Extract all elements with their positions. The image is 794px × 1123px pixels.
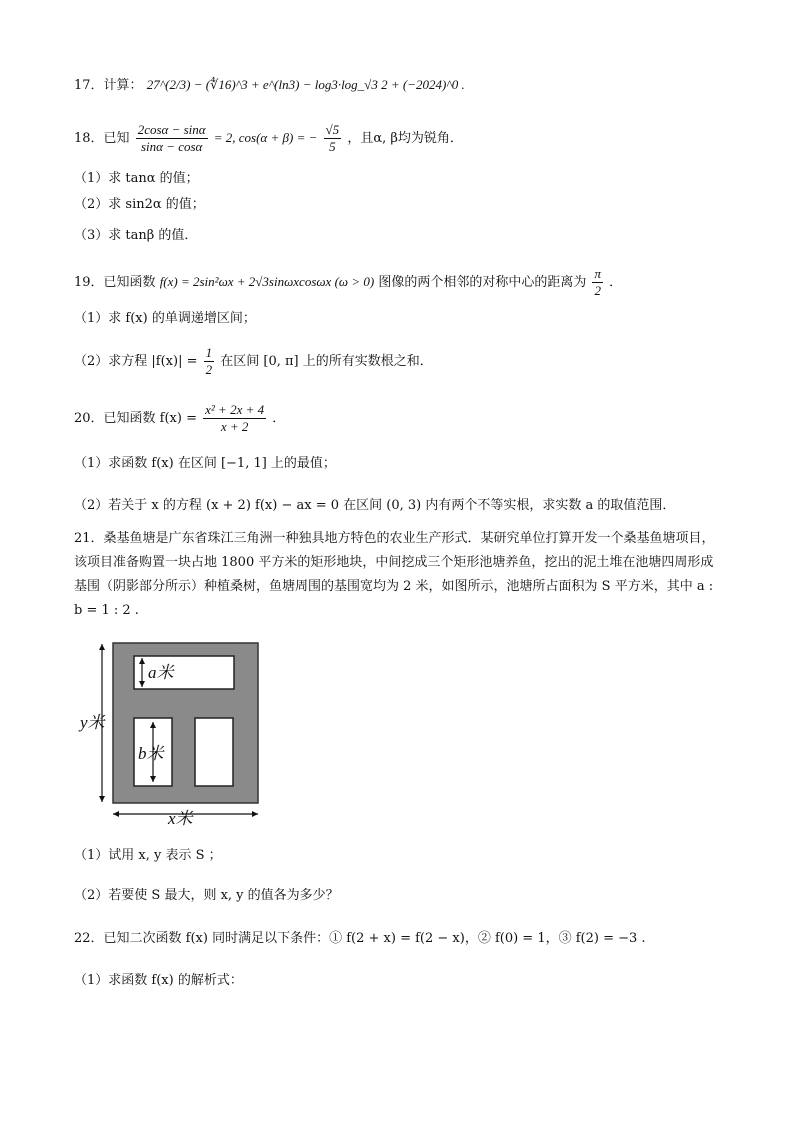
figure-y-arrowhead-bottom bbox=[99, 796, 105, 802]
q19-label: 19．已知函数 bbox=[74, 275, 156, 290]
q22-line: 22．已知二次函数 f(x) 同时满足以下条件：① f(2 + x) = f(2 − x)，② f(0) = 1，③ f(2) = −3 . bbox=[74, 931, 646, 946]
q19-frac-denominator: 2 bbox=[594, 283, 601, 298]
q18-fraction-2 bbox=[324, 122, 342, 155]
q20-frac-numerator: x² + 2x + 4 bbox=[205, 402, 265, 417]
q18-tail: ，且α, β均为锐角． bbox=[347, 131, 463, 146]
q19-fraction bbox=[592, 266, 603, 299]
q21-text: 21．桑基鱼塘是广东省珠江三角洲一种独具地方特色的农业生产形式．某研究单位打算开发一个桑基鱼塘项目，该项目准备购置一块占地 1800 平方米的矩形地块，中间挖成三个矩形池塘养鱼，挖出的泥土堆在池塘四周形成基围（阴影部分所示）种植桑树，鱼塘周围的基围宽均为 2 米，如图所示，池塘所占面积为 S 平方米，其中 a : b = 1 : 2 . bbox=[74, 531, 715, 618]
q20-label: 20．已知函数 f(x) = bbox=[74, 411, 197, 426]
q20-part1: （1）求函数 f(x) 在区间 [−1, 1] 上的最值； bbox=[74, 456, 336, 471]
figure-label-y: y米 bbox=[80, 713, 105, 732]
q19-part2-b: 在区间 [0, π] 上的所有实数根之和． bbox=[220, 354, 433, 369]
figure-label-a: a米 bbox=[148, 663, 174, 682]
q18-frac-denominator: sinα − cosα bbox=[140, 139, 203, 154]
q19-end: ． bbox=[609, 275, 623, 290]
q21-part2: （2）若要使 S 最大，则 x, y 的值各为多少？ bbox=[74, 888, 339, 903]
q22-part1: （1）求函数 f(x) 的解析式： bbox=[74, 973, 243, 988]
figure-label-x: x米 bbox=[168, 809, 193, 828]
q17-line bbox=[74, 76, 465, 95]
q21-figure bbox=[76, 638, 266, 828]
q18-frac2-numerator: √5 bbox=[325, 122, 340, 137]
figure-x-arrowhead-left bbox=[113, 811, 119, 817]
q19-line bbox=[74, 266, 622, 299]
q18-fraction bbox=[136, 122, 208, 155]
q19-part1: （1）求 f(x) 的单调递增区间； bbox=[74, 311, 256, 326]
q19-frac-numerator: π bbox=[594, 266, 601, 281]
q17-expression: 27^(2/3) − (∜16)^3 + e^(ln3) − log3·log_√3 2 + (−2024)^0 . bbox=[146, 77, 465, 92]
q19-part2-numerator: 1 bbox=[205, 345, 213, 360]
q18-frac2-denominator: 5 bbox=[329, 139, 336, 154]
q18-frac-numerator: 2cosα − sinα bbox=[137, 122, 206, 137]
q20-line bbox=[74, 402, 285, 435]
figure-y-arrowhead-top bbox=[99, 644, 105, 650]
q19-part2-a: （2）求方程 |f(x)| = bbox=[74, 354, 198, 369]
figure-label-b: b米 bbox=[138, 744, 164, 763]
q19-expression: f(x) = 2sin²ωx + 2√3sinωxcosωx (ω > 0) bbox=[159, 274, 375, 289]
q18-mid: = 2, cos(α + β) = − bbox=[213, 130, 318, 145]
q18-part1: （1）求 tanα 的值； bbox=[74, 171, 199, 186]
q20-frac-denominator: x + 2 bbox=[220, 419, 249, 434]
q20-fraction bbox=[203, 402, 266, 435]
q20-part2: （2）若关于 x 的方程 (x + 2) f(x) − ax = 0 在区间 (0, 3) 内有两个不等实根，求实数 a 的取值范围． bbox=[74, 498, 676, 513]
q21-part1: （1）试用 x, y 表示 S ； bbox=[74, 848, 222, 863]
q19-part2-fraction bbox=[204, 345, 215, 378]
figure-x-arrowhead-right bbox=[252, 811, 258, 817]
q19-part2 bbox=[74, 345, 433, 378]
q18-label: 18．已知 bbox=[74, 131, 130, 146]
q18-line bbox=[74, 122, 463, 155]
figure-pond-bottom-right bbox=[195, 718, 233, 786]
q17-label: 17．计算： bbox=[74, 78, 143, 93]
q20-end: ． bbox=[272, 411, 286, 426]
q19-tail: 图像的两个相邻的对称中心的距离为 bbox=[378, 275, 587, 290]
q19-part2-denominator: 2 bbox=[205, 362, 213, 377]
q18-part3: （3）求 tanβ 的值． bbox=[74, 228, 198, 243]
q18-part2: （2）求 sin2α 的值； bbox=[74, 197, 205, 212]
